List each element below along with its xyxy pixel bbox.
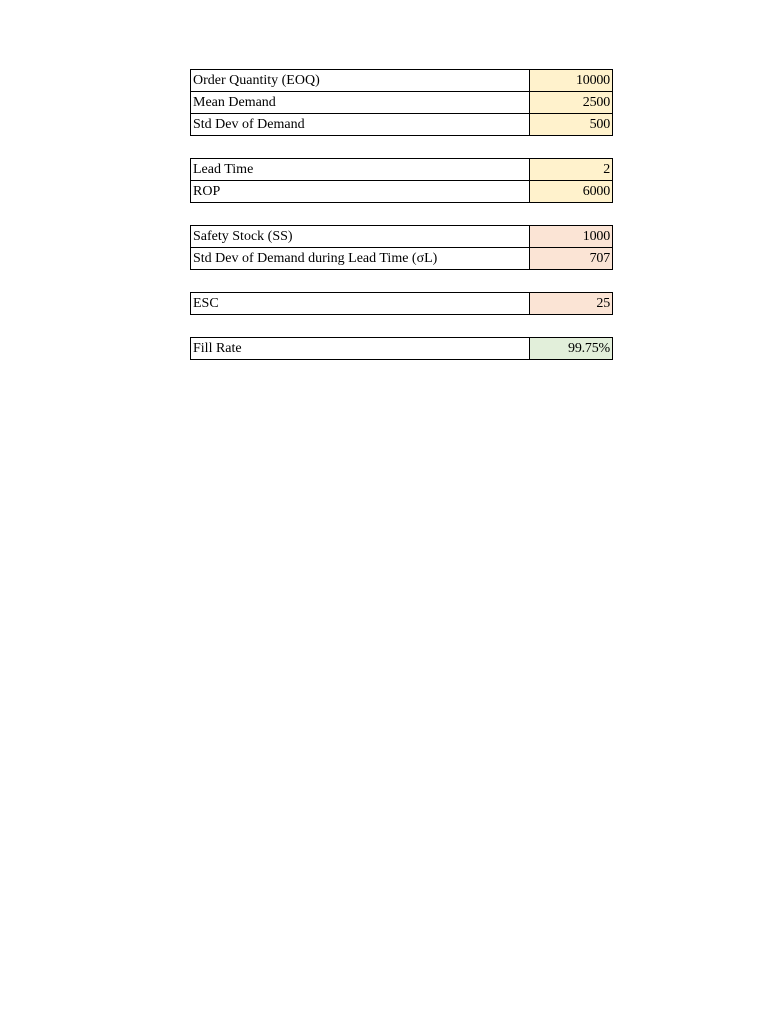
cell-fill-rate-label[interactable]: Fill Rate xyxy=(191,338,530,360)
cell-lead-time-label[interactable]: Lead Time xyxy=(191,159,530,181)
esc-table xyxy=(190,292,613,315)
cell-order-quantity-label[interactable]: Order Quantity (EOQ) xyxy=(191,70,530,92)
inputs-lead-time-table xyxy=(190,158,613,203)
cell-order-quantity-value[interactable]: 10000 xyxy=(530,70,613,92)
cell-std-dev-demand-value[interactable]: 500 xyxy=(530,114,613,136)
cell-rop-value[interactable]: 6000 xyxy=(530,181,613,203)
cell-mean-demand-value[interactable]: 2500 xyxy=(530,92,613,114)
cell-rop-label[interactable]: ROP xyxy=(191,181,530,203)
row-lead-time xyxy=(191,159,613,181)
cell-esc-value[interactable]: 25 xyxy=(530,293,613,315)
row-sigma-l xyxy=(191,248,613,270)
safety-stock-table xyxy=(190,225,613,270)
row-mean-demand xyxy=(191,92,613,114)
row-order-quantity xyxy=(191,70,613,92)
cell-safety-stock-label[interactable]: Safety Stock (SS) xyxy=(191,226,530,248)
cell-mean-demand-label[interactable]: Mean Demand xyxy=(191,92,530,114)
row-std-dev-demand xyxy=(191,114,613,136)
cell-esc-label[interactable]: ESC xyxy=(191,293,530,315)
cell-sigma-l-value[interactable]: 707 xyxy=(530,248,613,270)
row-fill-rate xyxy=(191,338,613,360)
cell-safety-stock-value[interactable]: 1000 xyxy=(530,226,613,248)
cell-std-dev-demand-label[interactable]: Std Dev of Demand xyxy=(191,114,530,136)
row-esc xyxy=(191,293,613,315)
cell-fill-rate-value[interactable]: 99.75% xyxy=(530,338,613,360)
inputs-demand-table xyxy=(190,69,613,136)
cell-sigma-l-label[interactable]: Std Dev of Demand during Lead Time (σL) xyxy=(191,248,530,270)
fill-rate-table xyxy=(190,337,613,360)
cell-lead-time-value[interactable]: 2 xyxy=(530,159,613,181)
row-rop xyxy=(191,181,613,203)
row-safety-stock xyxy=(191,226,613,248)
spreadsheet-area xyxy=(190,69,610,382)
